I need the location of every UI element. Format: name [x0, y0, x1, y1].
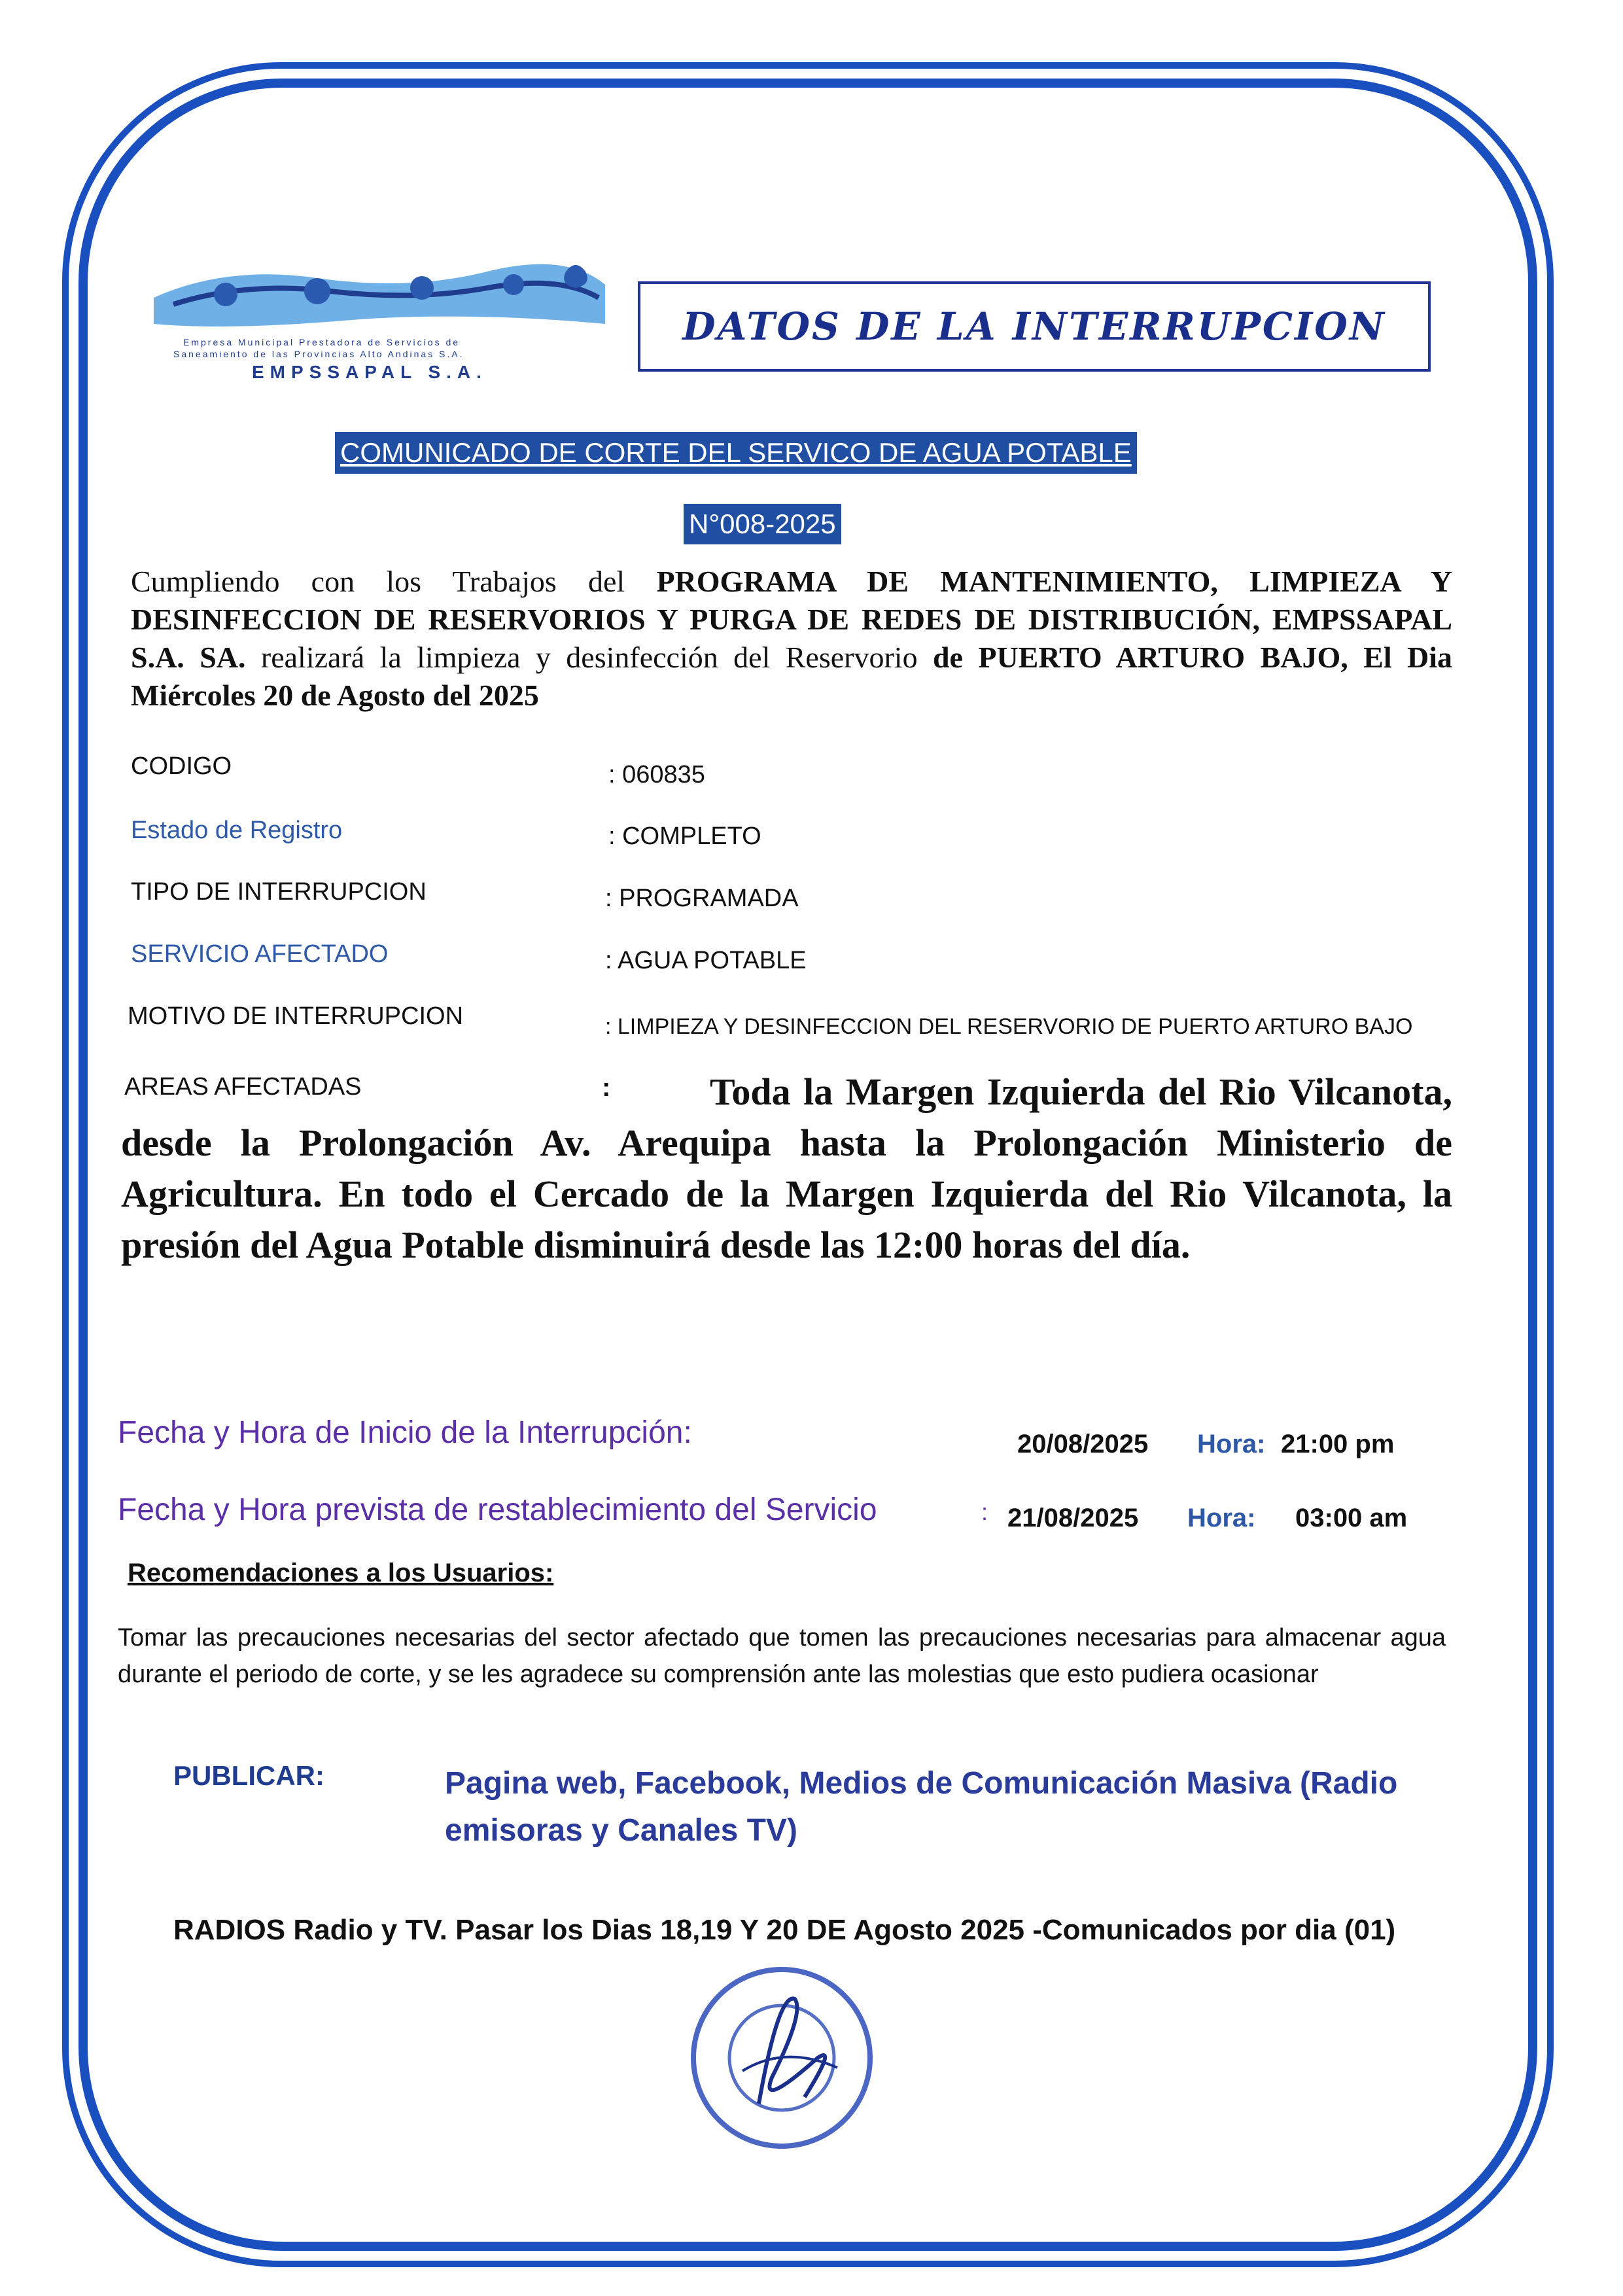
- datos-title-box: [638, 281, 1431, 372]
- logo-company-name: EMPSSAPAL S.A.: [252, 362, 487, 382]
- publicar-text: Pagina web, Facebook, Medios de Comunicación Masiva (Radio emisoras y Canales TV): [445, 1766, 1398, 1848]
- intro-text-2: realizará la limpieza y desinfección del Reservorio: [245, 641, 933, 674]
- field-codigo-label: CODIGO: [131, 752, 232, 780]
- recomendaciones-text: Tomar las precauciones necesarias del sector afectado que tomen las precauciones necesarias para almacenar agua durante el periodo de corte, y se les agradece su comprensión ante las molestias que esto pudiera ocasionar: [118, 1624, 1446, 1688]
- official-stamp: [680, 1953, 883, 2163]
- datos-title: DATOS DE LA INTERRUPCION: [682, 304, 1386, 349]
- fin-fecha: 21/08/2025: [1007, 1504, 1139, 1532]
- recomendaciones-title: Recomendaciones a los Usuarios:: [128, 1559, 554, 1587]
- radios-note: RADIOS Radio y TV. Pasar los Dias 18,19 Y 20 DE Agosto 2025 -Comunicados por dia (01): [173, 1914, 1396, 1946]
- publicar-label: PUBLICAR:: [173, 1760, 324, 1791]
- intro-location-date: de PUERTO ARTURO BAJO, El Dia Miércoles 20 de Agosto del 2025: [131, 641, 1452, 712]
- inicio-fecha: 20/08/2025: [1017, 1430, 1149, 1458]
- fin-hora-label: Hora:: [1187, 1504, 1256, 1532]
- field-motivo-label: MOTIVO DE INTERRUPCION: [128, 1002, 464, 1030]
- comunicado-number: N°008-2025: [684, 504, 841, 544]
- fin-hora: 03:00 am: [1295, 1504, 1408, 1532]
- logo-tagline-1: Empresa Municipal Prestadora de Servicios de: [183, 337, 461, 347]
- inicio-label: Fecha y Hora de Inicio de la Interrupción:: [118, 1415, 692, 1450]
- comunicado-title: COMUNICADO DE CORTE DEL SERVICO DE AGUA POTABLE: [335, 432, 1137, 474]
- areas-text: Toda la Margen Izquierda del Rio Vilcanota, desde la Prolongación Av. Arequipa hasta la Prolongación Ministerio de Agricultura. En todo el Cercado de la Margen Izquierda del Rio Vilcanota, la presión del Agua Potable disminuirá desde las 12:00 horas del día.: [121, 1070, 1452, 1266]
- field-codigo-value: : 060835: [608, 761, 705, 788]
- field-servicio-label: SERVICIO AFECTADO: [131, 940, 389, 968]
- intro-program-name: PROGRAMA DE MANTENIMIENTO, LIMPIEZA Y DESINFECCION DE RESERVORIOS Y PURGA DE REDES DE DISTRIBUCIÓN, EMPSSAPAL S.A. SA.: [131, 565, 1452, 674]
- field-estado-label: Estado de Registro: [131, 817, 343, 844]
- areas-label: AREAS AFECTADAS: [124, 1073, 362, 1101]
- field-tipo-label: TIPO DE INTERRUPCION: [131, 878, 427, 906]
- fin-label: Fecha y Hora prevista de restablecimiento del Servicio: [118, 1492, 877, 1527]
- logo-tagline-2: Saneamiento de las Provincias Alto Andinas S.A.: [173, 349, 464, 359]
- intro-text-1: Cumpliendo con los Trabajos del: [131, 565, 657, 598]
- inicio-hora-label: Hora:: [1197, 1430, 1266, 1458]
- fin-colon: :: [981, 1498, 988, 1525]
- intro-paragraph: [131, 563, 1452, 715]
- logo-wave-icon: [147, 258, 618, 337]
- field-tipo-value: : PROGRAMADA: [605, 885, 799, 912]
- company-logo: [147, 258, 618, 389]
- inicio-hora: 21:00 pm: [1281, 1430, 1395, 1458]
- field-estado-value: : COMPLETO: [608, 822, 761, 850]
- field-motivo-value: : LIMPIEZA Y DESINFECCION DEL RESERVORIO DE PUERTO ARTURO BAJO: [605, 1014, 1413, 1039]
- areas-colon: :: [602, 1073, 611, 1102]
- field-servicio-value: : AGUA POTABLE: [605, 947, 807, 974]
